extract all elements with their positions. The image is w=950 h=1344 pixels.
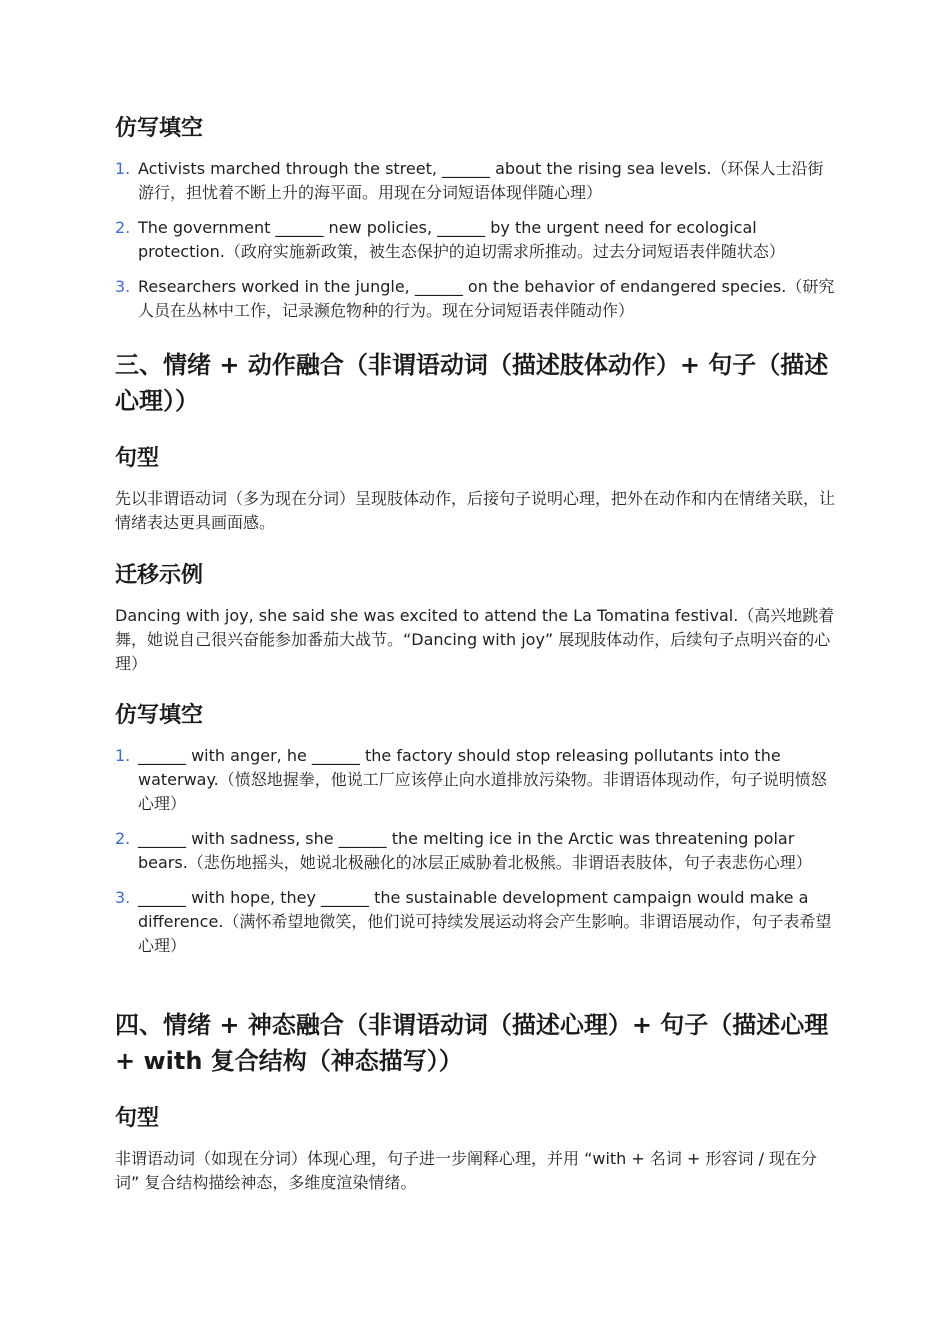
list-item-text: Researchers worked in the jungle, ______ on the behavior of endangered species.（研究人员在丛林中工作，记录濒危物种的行为。现在分词短语表伴随动作） bbox=[138, 277, 835, 320]
list-number: 1. bbox=[115, 159, 131, 178]
pattern-heading: 句型 bbox=[115, 446, 160, 471]
list-number: 1. bbox=[115, 746, 131, 765]
list-item-text: ______ with hope, they ______ the sustainable development campaign would make a difference.（满怀希望地微笑，他们说可持续发展运动将会产生影响。非谓语展动作，句子表希望心理） bbox=[138, 888, 832, 955]
list-item-text: ______ with anger, he ______ the factory should stop releasing pollutants into the waterway.（愤怒地握拳，他说工厂应该停止向水道排放污染物。非谓语体现动作，句子说明愤怒心理） bbox=[138, 746, 827, 813]
section-title: 四、情绪 + 神态融合（非谓语动词（描述心理）+ 句子（描述心理 + with 复合结构（神态描写）） bbox=[115, 1011, 829, 1075]
list-item bbox=[115, 827, 837, 875]
list-item-text: ______ with sadness, she ______ the melting ice in the Arctic was threatening polar bears.（悲伤地摇头，她说北极融化的冰层正威胁着北极熊。非谓语表肢体，句子表悲伤心理） bbox=[138, 829, 812, 872]
list-item-text: The government ______ new policies, ______ by the urgent need for ecological protection.（政府实施新政策，被生态保护的迫切需求所推动。过去分词短语表伴随状态） bbox=[138, 218, 785, 261]
list-number: 3. bbox=[115, 277, 131, 296]
pattern-text: 非谓语动词（如现在分词）体现心理，句子进一步阐释心理，并用 “with + 名词 + 形容词 / 现在分词” 复合结构描绘神态，多维度渲染情绪。 bbox=[115, 1149, 818, 1192]
list-item bbox=[115, 744, 837, 816]
list-item-text: Activists marched through the street, ______ about the rising sea levels.（环保人士沿街游行，担忧着不断上升的海平面。用现在分词短语体现伴随心理） bbox=[138, 159, 824, 202]
list-number: 2. bbox=[115, 829, 131, 848]
pattern-heading: 句型 bbox=[115, 1106, 160, 1131]
example-heading: 迁移示例 bbox=[115, 563, 204, 588]
list-item bbox=[115, 216, 837, 264]
list-number: 2. bbox=[115, 218, 131, 237]
list-item bbox=[115, 886, 837, 958]
section-title: 三、情绪 + 动作融合（非谓语动词（描述肢体动作）+ 句子（描述心理）） bbox=[115, 351, 829, 415]
example-text: Dancing with joy, she said she was excited to attend the La Tomatina festival.（高兴地跳着舞，她说自己很兴奋能参加番茄大战节。“Dancing with joy” 展现肢体动作，后续句子点明兴奋的心理） bbox=[115, 606, 835, 673]
list-number: 3. bbox=[115, 888, 131, 907]
fill-in-heading: 仿写填空 bbox=[115, 703, 204, 728]
fill-in-list bbox=[115, 744, 837, 958]
pattern-text: 先以非谓语动词（多为现在分词）呈现肢体动作，后接句子说明心理，把外在动作和内在情绪关联，让情绪表达更具画面感。 bbox=[115, 489, 836, 532]
fill-in-list bbox=[115, 157, 837, 323]
fill-in-heading: 仿写填空 bbox=[115, 116, 204, 141]
list-item bbox=[115, 157, 837, 205]
list-item bbox=[115, 275, 837, 323]
